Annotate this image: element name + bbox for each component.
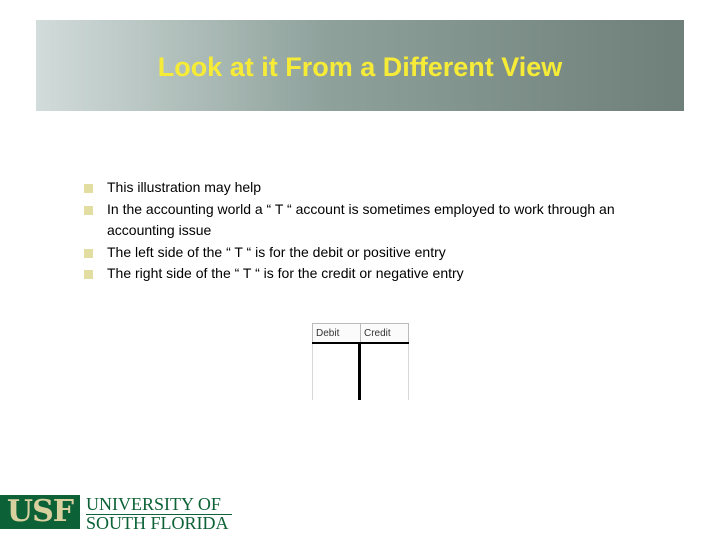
bullet-text: The right side of the “ T “ is for the credit or negative entry xyxy=(107,265,464,281)
t-account-credit-label: Credit xyxy=(360,323,409,342)
t-account-debit-label: Debit xyxy=(312,323,360,342)
usf-logo-mark: USF xyxy=(0,495,80,529)
bullet-text: The left side of the “ T “ is for the debit or positive entry xyxy=(107,243,446,260)
t-account-divider xyxy=(358,342,361,400)
bullet-list xyxy=(82,177,682,285)
square-bullet-icon xyxy=(84,249,93,258)
t-account-left-edge xyxy=(312,344,313,400)
slide-title: Look at it From a Different View xyxy=(157,52,563,82)
t-account-right-edge xyxy=(408,344,409,400)
logo-text-line1: UNIVERSITY OF xyxy=(86,494,221,514)
bullet-item xyxy=(82,263,682,285)
t-account-illustration xyxy=(312,323,409,400)
square-bullet-icon xyxy=(84,206,93,215)
bullet-item xyxy=(82,242,682,264)
usf-logo xyxy=(0,490,240,534)
logo-text-line2: SOUTH FLORIDA xyxy=(86,513,229,533)
square-bullet-icon xyxy=(84,184,93,193)
bullet-item xyxy=(82,177,682,199)
bullet-text: This illustration may help xyxy=(107,179,262,195)
square-bullet-icon xyxy=(84,270,93,279)
bullet-text: In the accounting world a “ T “ account is sometimes employed to work through an accounting issue xyxy=(107,200,615,238)
bullet-item xyxy=(82,199,682,242)
